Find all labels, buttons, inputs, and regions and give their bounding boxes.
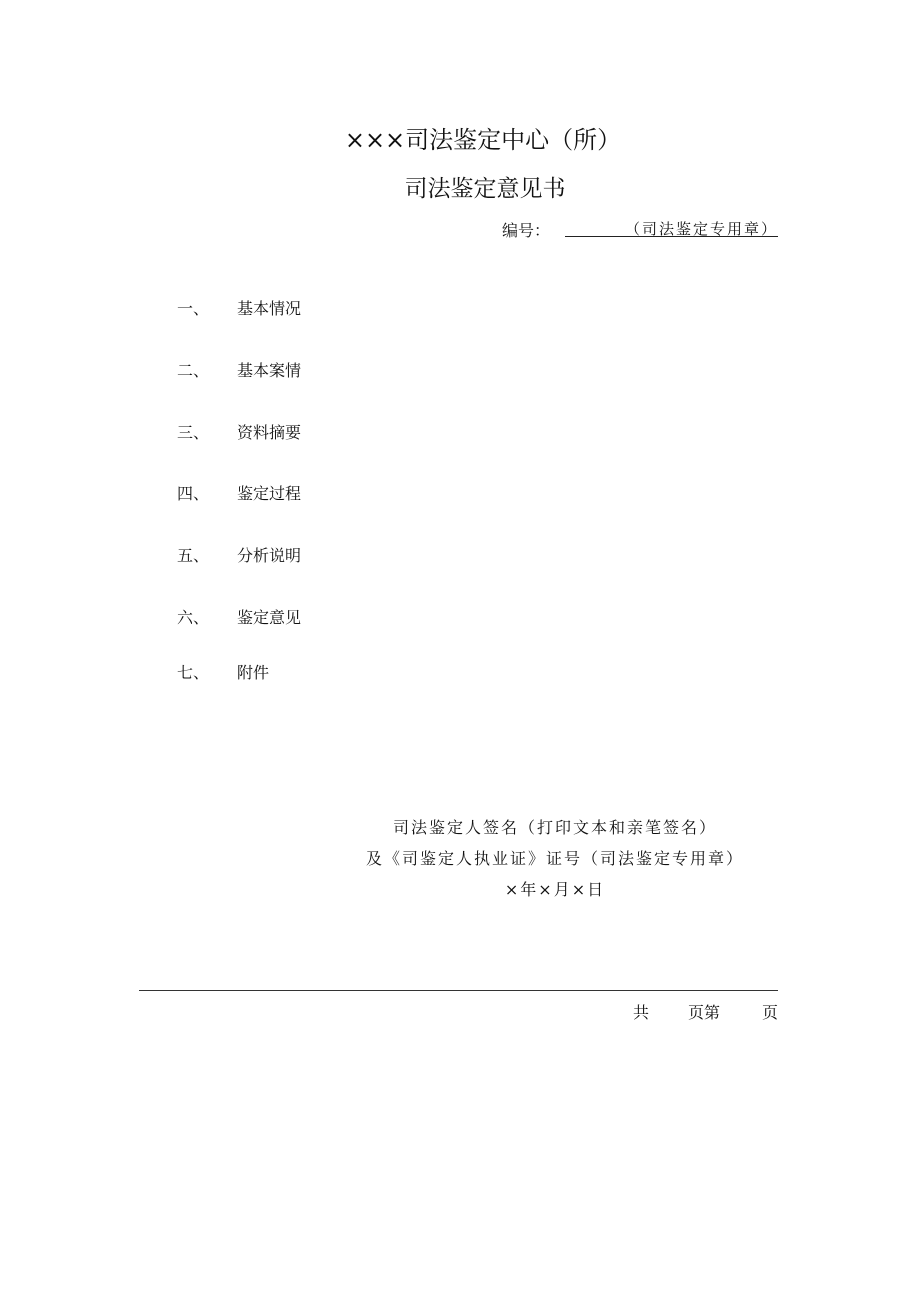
- number-field: （司法鉴定专用章）: [565, 218, 778, 237]
- date-line: ×年×月×日: [504, 880, 606, 899]
- section-7: [177, 660, 269, 683]
- section-label: 分析说明: [237, 546, 302, 565]
- section-label: 鉴定过程: [237, 484, 302, 503]
- footer-total: 共: [633, 1003, 650, 1022]
- section-index: 三、: [177, 423, 210, 442]
- section-label: 基本情况: [237, 299, 302, 318]
- section-5: [177, 543, 301, 566]
- section-1: [177, 296, 301, 319]
- institution-title: ×××司法鉴定中心（所）: [344, 126, 622, 154]
- section-index: 六、: [177, 608, 210, 627]
- section-index: 一、: [177, 299, 210, 318]
- section-index: 二、: [177, 361, 210, 380]
- section-6: [177, 605, 301, 628]
- number-label: 编号：: [502, 221, 551, 240]
- license-line: 及《司鉴定人执业证》证号（司法鉴定专用章）: [365, 849, 744, 868]
- section-label: 资料摘要: [237, 423, 302, 442]
- section-label: 附件: [237, 663, 270, 682]
- section-index: 四、: [177, 484, 210, 503]
- section-index: 五、: [177, 546, 210, 565]
- signature-line: 司法鉴定人签名（打印文本和亲笔签名）: [392, 818, 717, 837]
- document-title: 司法鉴定意见书: [404, 176, 566, 202]
- section-label: 基本案情: [237, 361, 302, 380]
- section-2: [177, 358, 301, 381]
- section-index: 七、: [177, 663, 210, 682]
- section-4: [177, 481, 301, 504]
- footer-divider: [139, 990, 778, 991]
- section-3: [177, 420, 301, 443]
- section-label: 鉴定意见: [237, 608, 302, 627]
- footer-page: 页: [762, 1003, 779, 1022]
- footer-page-of: 页第: [688, 1003, 721, 1022]
